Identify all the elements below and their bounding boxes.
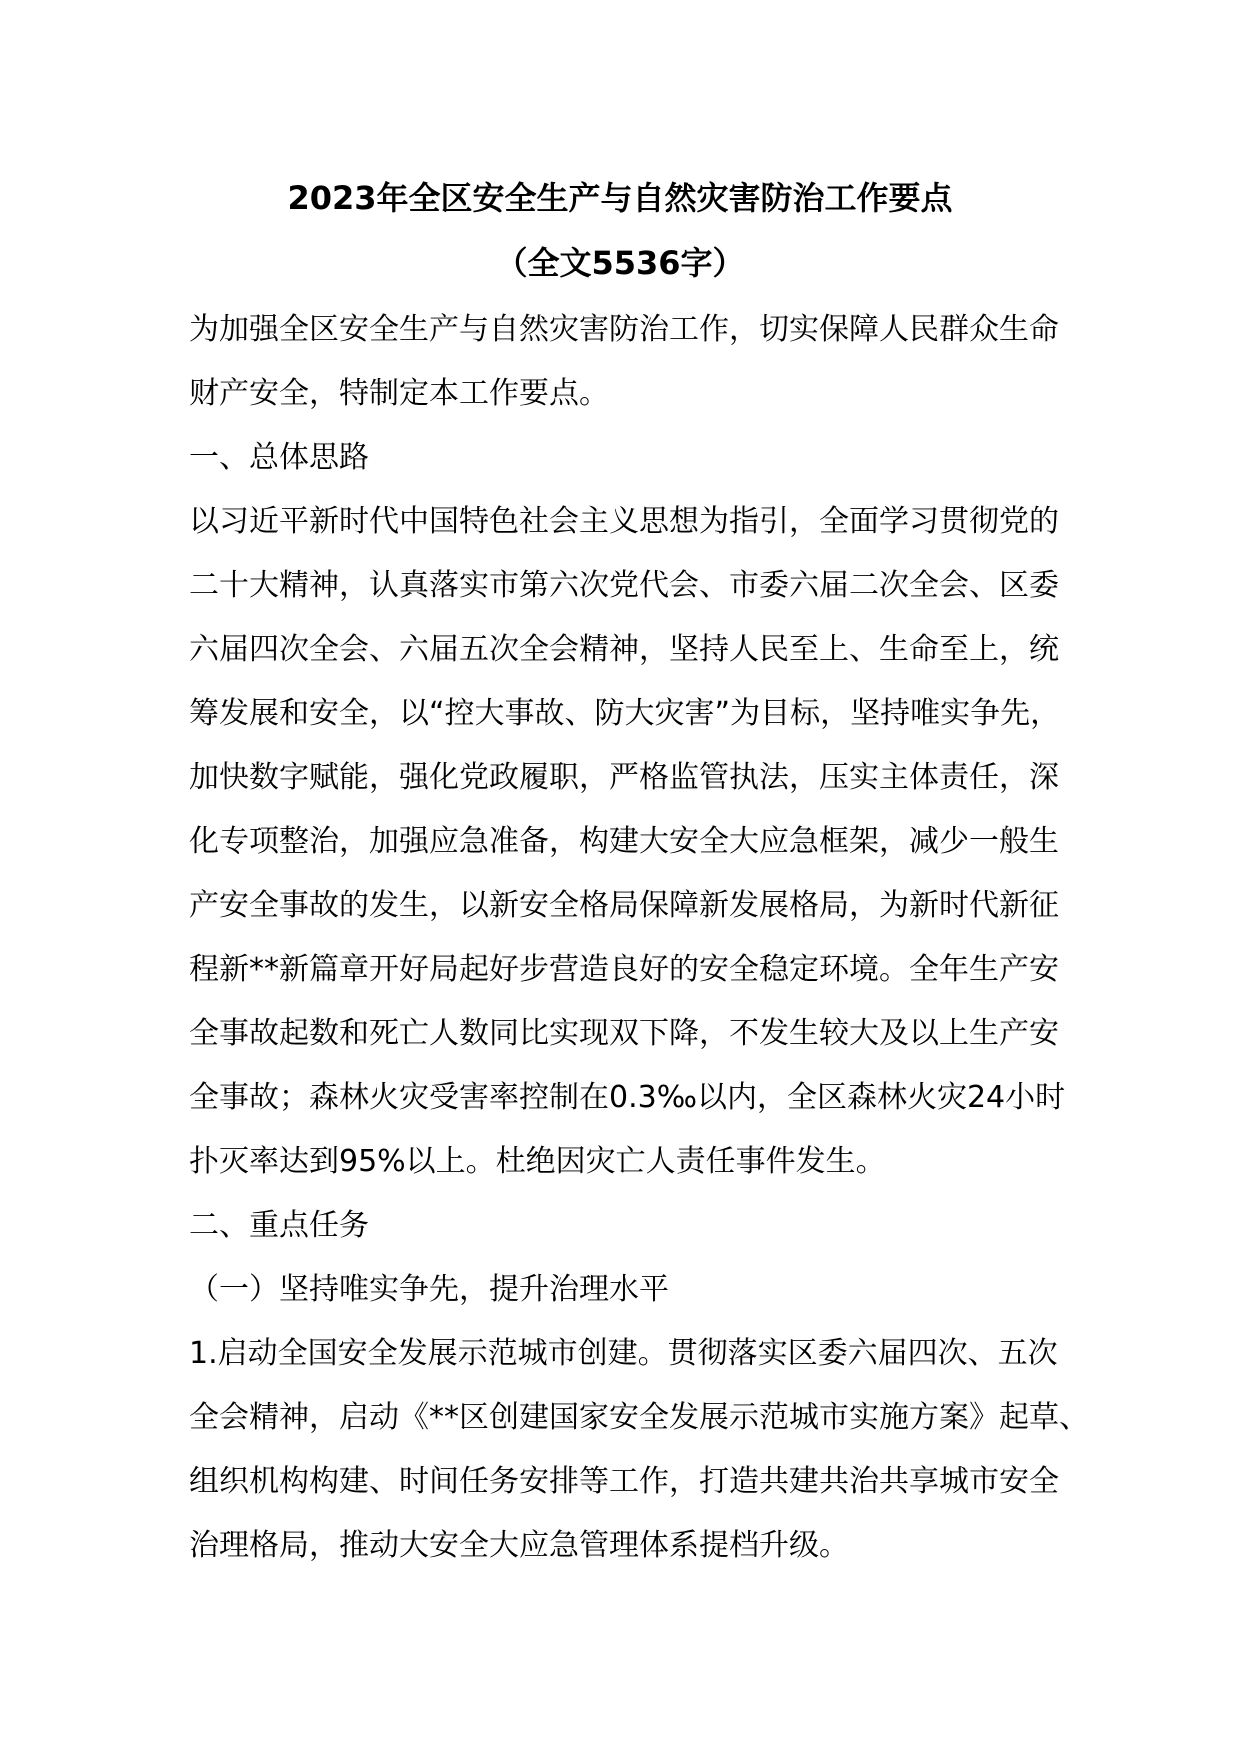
item-line: 全会精神，启动《**区创建国家安全发展示范城市实施方案》起草、 (189, 1400, 1089, 1435)
item-line: 1.启动全国安全发展示范城市创建。贯彻落实区委六届四次、五次 (189, 1336, 1058, 1371)
body-line: 全事故起数和死亡人数同比实现双下降，不发生较大及以上生产安 (189, 1016, 1059, 1051)
subsection-heading: （一）坚持唯实争先，提升治理水平 (189, 1272, 669, 1307)
intro-line: 为加强全区安全生产与自然灾害防治工作，切实保障人民群众生命 (189, 312, 1059, 347)
body-line: 二十大精神，认真落实市第六次党代会、市委六届二次全会、区委 (189, 568, 1059, 603)
body-line: 以习近平新时代中国特色社会主义思想为指引，全面学习贯彻党的 (189, 504, 1059, 539)
item-line: 治理格局，推动大安全大应急管理体系提档升级。 (189, 1528, 849, 1563)
body-line: 筹发展和安全，以“控大事故、防大灾害”为目标，坚持唯实争先， (189, 696, 1061, 731)
document-subtitle: （全文5536字） (495, 244, 745, 282)
section-heading: 一、总体思路 (189, 440, 369, 475)
body-line: 扑灭率达到95%以上。杜绝因灾亡人责任事件发生。 (189, 1144, 886, 1179)
intro-line: 财产安全，特制定本工作要点。 (189, 376, 609, 411)
document-title: 2023年全区安全生产与自然灾害防治工作要点 (287, 179, 953, 217)
body-line: 程新**新篇章开好局起好步营造良好的安全稳定环境。全年生产安 (189, 952, 1059, 987)
body-line: 化专项整治，加强应急准备，构建大安全大应急框架，减少一般生 (189, 824, 1059, 859)
body-line: 加快数字赋能，强化党政履职，严格监管执法，压实主体责任，深 (189, 760, 1059, 795)
body-line: 全事故；森林火灾受害率控制在0.3‰以内，全区森林火灾24小时 (189, 1080, 1066, 1115)
body-line: 六届四次全会、六届五次全会精神，坚持人民至上、生命至上，统 (189, 632, 1059, 667)
item-line: 组织机构构建、时间任务安排等工作，打造共建共治共享城市安全 (189, 1464, 1059, 1499)
body-line: 产安全事故的发生，以新安全格局保障新发展格局，为新时代新征 (189, 888, 1059, 923)
section-heading: 二、重点任务 (189, 1208, 369, 1243)
